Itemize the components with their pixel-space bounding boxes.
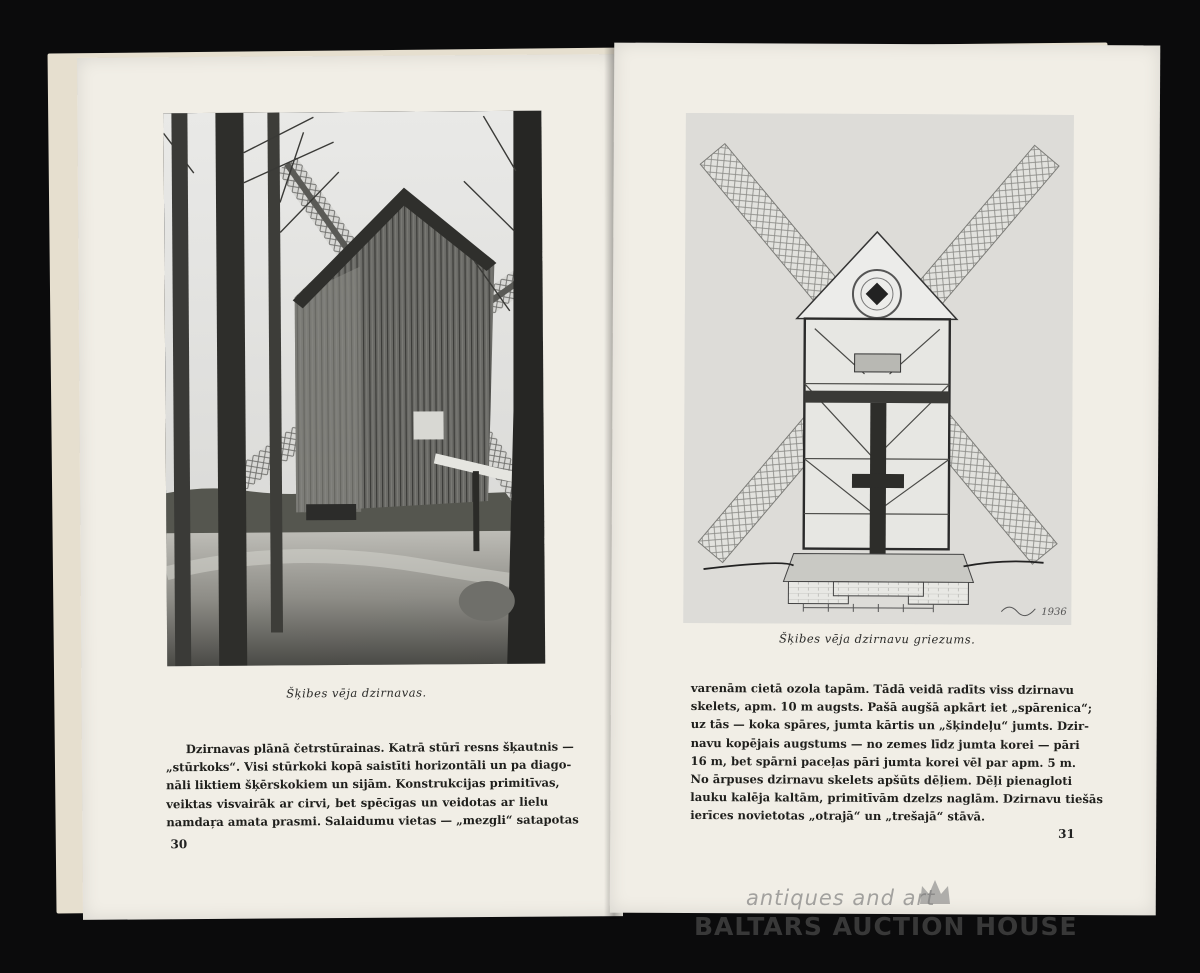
- right-body-text: [690, 679, 1103, 827]
- text-line: nāli liktiem šķērskokiem un sijām. Konstrukcijas primitīvas,: [166, 775, 560, 793]
- text-line: 16 m, bet spārni paceļas pāri jumta korei vēl par apm. 5 m.: [690, 753, 1076, 770]
- windmill-cross-section-drawing: [683, 113, 1074, 625]
- page-number-left: 30: [170, 837, 188, 852]
- drawing-date: 1936: [1041, 606, 1067, 618]
- auction-house-watermark: [690, 878, 1110, 948]
- text-line: lauku kalēja kaltām, primitīvām dzelzs naglām. Dzirnavu tiešās: [690, 790, 1103, 807]
- left-page: [77, 54, 623, 920]
- drawing-caption: Šķibes vēja dzirnavu griezums.: [778, 631, 976, 647]
- text-line: No ārpuses dzirnavu skelets apšūts dēļiem. Dēļi pienagloti: [690, 772, 1073, 788]
- text-line: uz tās — koka spāres, jumta kārtis un „šķindeļu“ jumts. Dzir-: [690, 717, 1089, 734]
- text-line: veiktas visvairāk ar cirvi, bet spēcīgas un veidotas ar lielu: [166, 794, 549, 811]
- page-number-right: 31: [1058, 826, 1075, 841]
- watermark-tagline: antiques and art: [746, 886, 936, 910]
- text-line: „stūrkoks“. Visi stūrkoki kopā saistīti horizontāli un pa diago-: [165, 757, 572, 775]
- windmill-photo: [163, 111, 545, 667]
- watermark-name: BALTARS AUCTION HOUSE: [694, 912, 1078, 941]
- text-line: varenām cietā ozola tapām. Tādā veidā radīts viss dzirnavu: [690, 680, 1075, 697]
- text-line: ierīces novietotas „otrajā“ un „trešajā“ stāvā.: [690, 808, 986, 824]
- right-page: [610, 43, 1161, 916]
- left-body-text: [165, 738, 579, 832]
- text-line: navu kopējais augstums — no zemes līdz jumta korei — pāri: [690, 735, 1080, 752]
- text-line: namdaŗa amata prasmi. Salaidumu vietas — „mezgli“ satapotas: [166, 812, 579, 830]
- text-line: skelets, apm. 10 m augsts. Pašā augšā apkārt iet „spārenica“;: [690, 699, 1093, 716]
- text-line: Dzirnavas plānā četrstūrainas. Katrā stūrī resns šķautnis —: [185, 739, 574, 757]
- photo-caption: Šķibes vēja dzirnavas.: [286, 685, 427, 701]
